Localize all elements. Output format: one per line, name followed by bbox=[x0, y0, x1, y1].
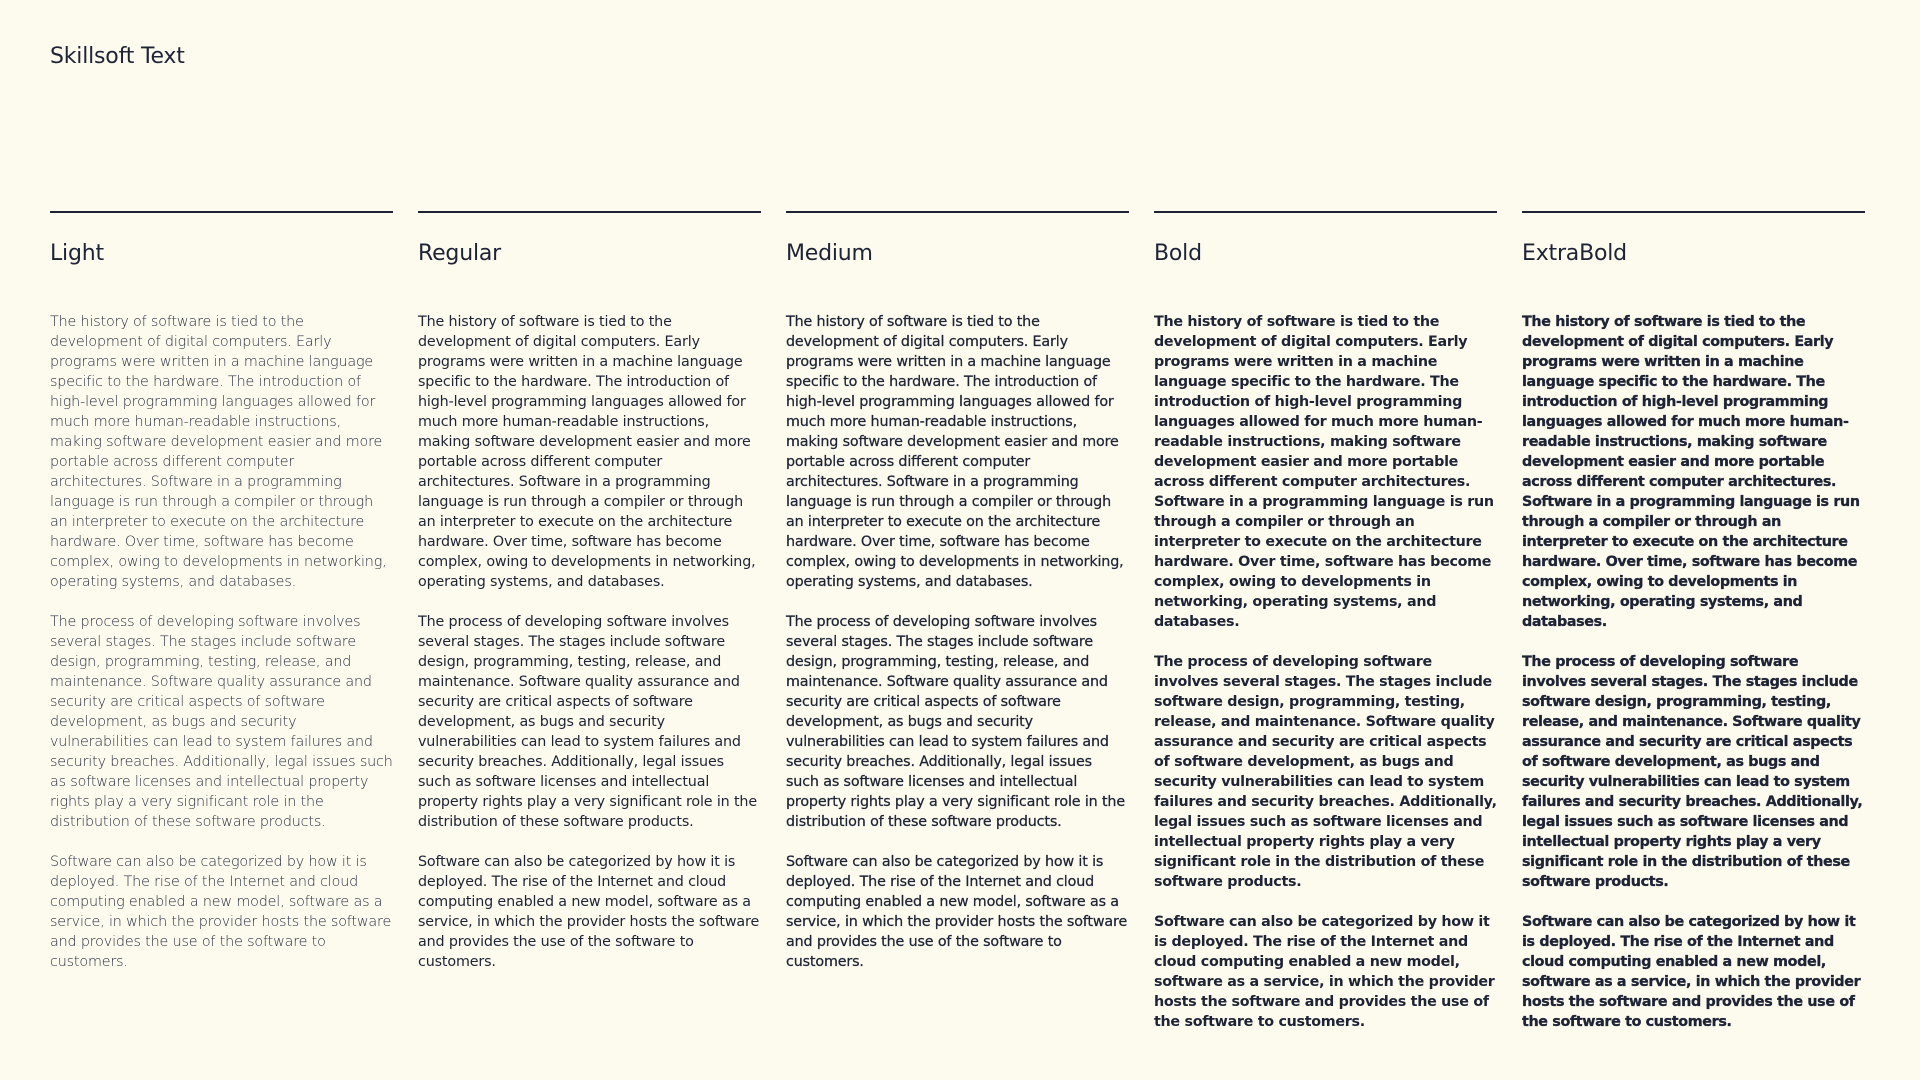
column-extrabold bbox=[1522, 211, 1865, 1052]
paragraph: The history of software is tied to the development of digital computers. Early programs were written in a machine language specific to the hardware. The introduction of high-level programming languages allowed for much more human-readable instructions, making software development easier and more portable across different computer architectures. Software in a programming language is run through a compiler or through an interpreter to execute on the architecture hardware. Over time, software has become complex, owing to developments in networking, operating systems, and databases. bbox=[418, 314, 756, 590]
column-regular bbox=[418, 211, 761, 1052]
column-bold bbox=[1154, 211, 1497, 1052]
paragraph: The process of developing software involves several stages. The stages include software design, programming, testing, release, and maintenance. Software quality assurance and security are critical aspects of software development, as bugs and security vulnerabilities can lead to system failures and security breaches. Additionally, legal issues such as software licenses and intellectual property rights play a very significant role in the distribution of these software products. bbox=[1154, 654, 1497, 890]
paragraph: The process of developing software involves several stages. The stages include software design, programming, testing, release, and maintenance. Software quality assurance and security are critical aspects of software development, as bugs and security vulnerabilities can lead to system failures and security breaches. Additionally, legal issues such as software licenses and intellectual property rights play a very significant role in the distribution of these software products. bbox=[786, 614, 1125, 830]
sample-text bbox=[50, 312, 393, 972]
paragraph: Software can also be categorized by how it is deployed. The rise of the Internet and cloud computing enabled a new model, software as a service, in which the provider hosts the software and provides the use of the software to customers. bbox=[1154, 914, 1495, 1030]
paragraph: Software can also be categorized by how it is deployed. The rise of the Internet and cloud computing enabled a new model, software as a service, in which the provider hosts the software and provides the use of the software to customers. bbox=[1522, 914, 1861, 1030]
paragraph: The history of software is tied to the development of digital computers. Early programs were written in a machine language specific to the hardware. The introduction of high-level programming languages allowed for much more human-readable instructions, making software development easier and more portable across different computer architectures. Software in a programming language is run through a compiler or through an interpreter to execute on the architecture hardware. Over time, software has become complex, owing to developments in networking, operating systems, and databases. bbox=[1154, 314, 1494, 630]
paragraph: The history of software is tied to the development of digital computers. Early programs were written in a machine language specific to the hardware. The introduction of high-level programming languages allowed for much more human-readable instructions, making software development easier and more portable across different computer architectures. Software in a programming language is run through a compiler or through an interpreter to execute on the architecture hardware. Over time, software has become complex, owing to developments in networking, operating systems, and databases. bbox=[786, 314, 1124, 590]
column-heading: ExtraBold bbox=[1522, 241, 1627, 266]
paragraph: Software can also be categorized by how it is deployed. The rise of the Internet and cloud computing enabled a new model, software as a service, in which the provider hosts the software and provides the use of the software to customers. bbox=[50, 854, 392, 970]
paragraph: The process of developing software involves several stages. The stages include software design, programming, testing, release, and maintenance. Software quality assurance and security are critical aspects of software development, as bugs and security vulnerabilities can lead to system failures and security breaches. Additionally, legal issues such as software licenses and intellectual property rights play a very significant role in the distribution of these software products. bbox=[50, 614, 393, 830]
paragraph: The history of software is tied to the development of digital computers. Early programs were written in a machine language specific to the hardware. The introduction of high-level programming languages allowed for much more human-readable instructions, making software development easier and more portable across different computer architectures. Software in a programming language is run through a compiler or through an interpreter to execute on the architecture hardware. Over time, software has become complex, owing to developments in networking, operating systems, and databases. bbox=[50, 314, 387, 590]
column-medium bbox=[786, 211, 1129, 1052]
column-heading: Medium bbox=[786, 241, 873, 266]
font-weight-columns bbox=[50, 211, 1866, 1052]
paragraph: Software can also be categorized by how it is deployed. The rise of the Internet and cloud computing enabled a new model, software as a service, in which the provider hosts the software and provides the use of the software to customers. bbox=[418, 854, 760, 970]
sample-text bbox=[1154, 312, 1497, 1032]
paragraph: The process of developing software involves several stages. The stages include software design, programming, testing, release, and maintenance. Software quality assurance and security are critical aspects of software development, as bugs and security vulnerabilities can lead to system failures and security breaches. Additionally, legal issues such as software licenses and intellectual property rights play a very significant role in the distribution of these software products. bbox=[418, 614, 757, 830]
column-heading: Light bbox=[50, 241, 104, 266]
column-light bbox=[50, 211, 393, 1052]
column-heading: Regular bbox=[418, 241, 501, 266]
sample-text bbox=[418, 312, 761, 972]
sample-text bbox=[1522, 312, 1865, 1032]
paragraph: Software can also be categorized by how it is deployed. The rise of the Internet and cloud computing enabled a new model, software as a service, in which the provider hosts the software and provides the use of the software to customers. bbox=[786, 854, 1128, 970]
paragraph: The history of software is tied to the development of digital computers. Early programs were written in a machine language specific to the hardware. The introduction of high-level programming languages allowed for much more human-readable instructions, making software development easier and more portable across different computer architectures. Software in a programming language is run through a compiler or through an interpreter to execute on the architecture hardware. Over time, software has become complex, owing to developments in networking, operating systems, and databases. bbox=[1522, 314, 1860, 630]
paragraph: The process of developing software involves several stages. The stages include software design, programming, testing, release, and maintenance. Software quality assurance and security are critical aspects of software development, as bugs and security vulnerabilities can lead to system failures and security breaches. Additionally, legal issues such as software licenses and intellectual property rights play a very significant role in the distribution of these software products. bbox=[1522, 654, 1863, 890]
page-title: Skillsoft Text bbox=[50, 44, 185, 69]
sample-text bbox=[786, 312, 1129, 972]
column-heading: Bold bbox=[1154, 241, 1202, 266]
